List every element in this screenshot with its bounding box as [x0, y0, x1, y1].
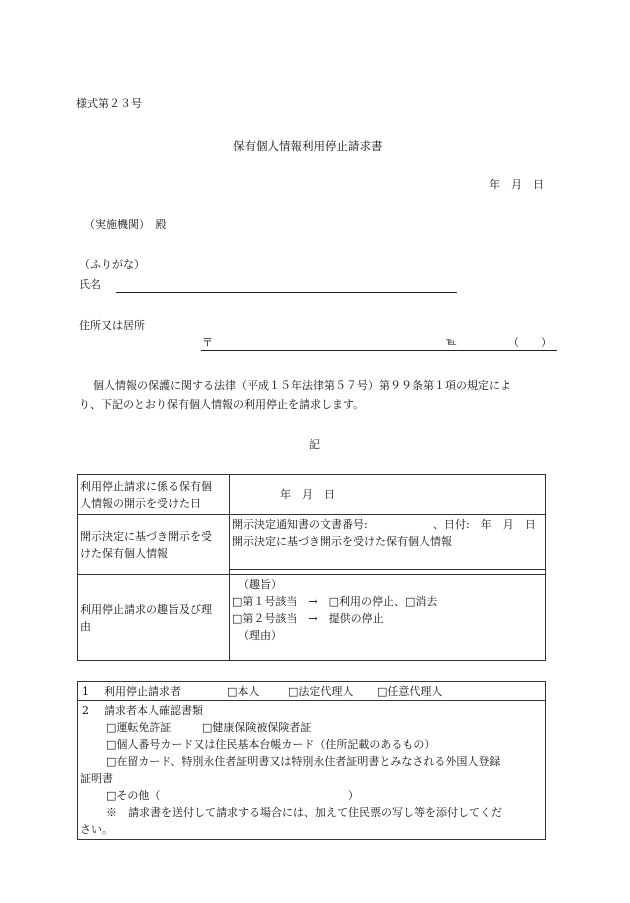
option-article-2[interactable]: □第２号該当 → 提供の停止 [232, 612, 384, 625]
doc-mynumber-card[interactable]: □個人番号カード又は住民基本台帳カード（住所記載のあるもの） [106, 738, 436, 751]
doc-health-insurance[interactable]: □健康保険被保険者証 [202, 721, 312, 734]
note-text-cont: さい。 [80, 823, 113, 836]
purpose-reason-field[interactable] [230, 575, 546, 661]
requester-info-table [77, 681, 546, 840]
reason-heading: （理由） [238, 629, 282, 642]
notice-number-label: 開示決定通知書の文書番号: [232, 518, 368, 531]
table-row [78, 575, 546, 661]
page-title: 保有個人情報利用停止請求書 [233, 139, 383, 153]
purpose-reason-label: 利用停止請求の趣旨及び理 由 [78, 575, 230, 661]
postal-mark: 〒 [202, 336, 213, 349]
address-field[interactable] [201, 350, 557, 351]
doc-other-close: ） [348, 789, 359, 802]
doc-residence-card[interactable]: □在留カード、特別永住者証明書又は特別永住者証明書とみなされる外国人登録 [106, 755, 501, 768]
note-text: ※ 請求書を送付して請求する場合には、加えて住民票の写し等を添付してくだ [106, 806, 502, 819]
table-row [78, 515, 546, 575]
row-number: 1 [82, 685, 89, 698]
name-field[interactable] [116, 292, 457, 293]
disclosed-info-sublabel: 開示決定に基づき開示を受けた保有個人情報 [232, 535, 452, 548]
disclosure-date-label: 利用停止請求に係る保有個 人情報の開示を受けた日 [78, 475, 230, 515]
disclosure-date-field[interactable]: 年 月 日 [230, 475, 546, 515]
disclosed-info-field[interactable] [230, 515, 546, 575]
address-label: 住所又は居所 [79, 319, 145, 332]
furigana-label: （ふりがな） [79, 258, 145, 271]
row-number: 2 [82, 704, 89, 717]
option-voluntary-rep[interactable]: □任意代理人 [377, 685, 443, 698]
purpose-heading: （趣旨） [238, 578, 282, 591]
requester-type-row [78, 682, 546, 701]
table-row [78, 701, 546, 840]
option-legal-rep[interactable]: □法定代理人 [288, 685, 354, 698]
tel-mark: ℡ [446, 337, 457, 348]
table-row [78, 475, 546, 515]
doc-residence-card-cont: 証明書 [80, 772, 113, 785]
option-article-1[interactable]: □第１号該当 → □利用の停止、□消去 [232, 595, 438, 608]
id-documents-label: 請求者本人確認書類 [104, 704, 203, 717]
field-divider [230, 569, 545, 570]
requester-type-label: 利用停止請求者 [104, 685, 181, 698]
form-number: 様式第２３号 [76, 97, 142, 110]
body-text-line2: り、下記のとおり保有個人情報の利用停止を請求します。 [79, 398, 365, 411]
date-line: 年 月 日 [489, 178, 544, 191]
option-self[interactable]: □本人 [227, 685, 260, 698]
tel-paren: （ ） [508, 336, 552, 349]
notice-date-label: 、日付: 年 月 日 [433, 518, 536, 531]
id-documents-cell [78, 701, 546, 840]
addressee: （実施機関） 殿 [84, 218, 167, 231]
doc-other[interactable]: □その他（ [106, 789, 161, 802]
table-row [78, 682, 546, 701]
name-label: 氏名 [79, 278, 101, 291]
request-details-table [77, 474, 546, 661]
disclosed-info-label: 開示決定に基づき開示を受 けた保有個人情報 [78, 515, 230, 575]
body-text-line1: 個人情報の保護に関する法律（平成１５年法律第５７号）第９９条第１項の規定によ [93, 379, 511, 392]
ki-heading: 記 [309, 438, 320, 451]
doc-drivers-license[interactable]: □運転免許証 [106, 721, 172, 734]
